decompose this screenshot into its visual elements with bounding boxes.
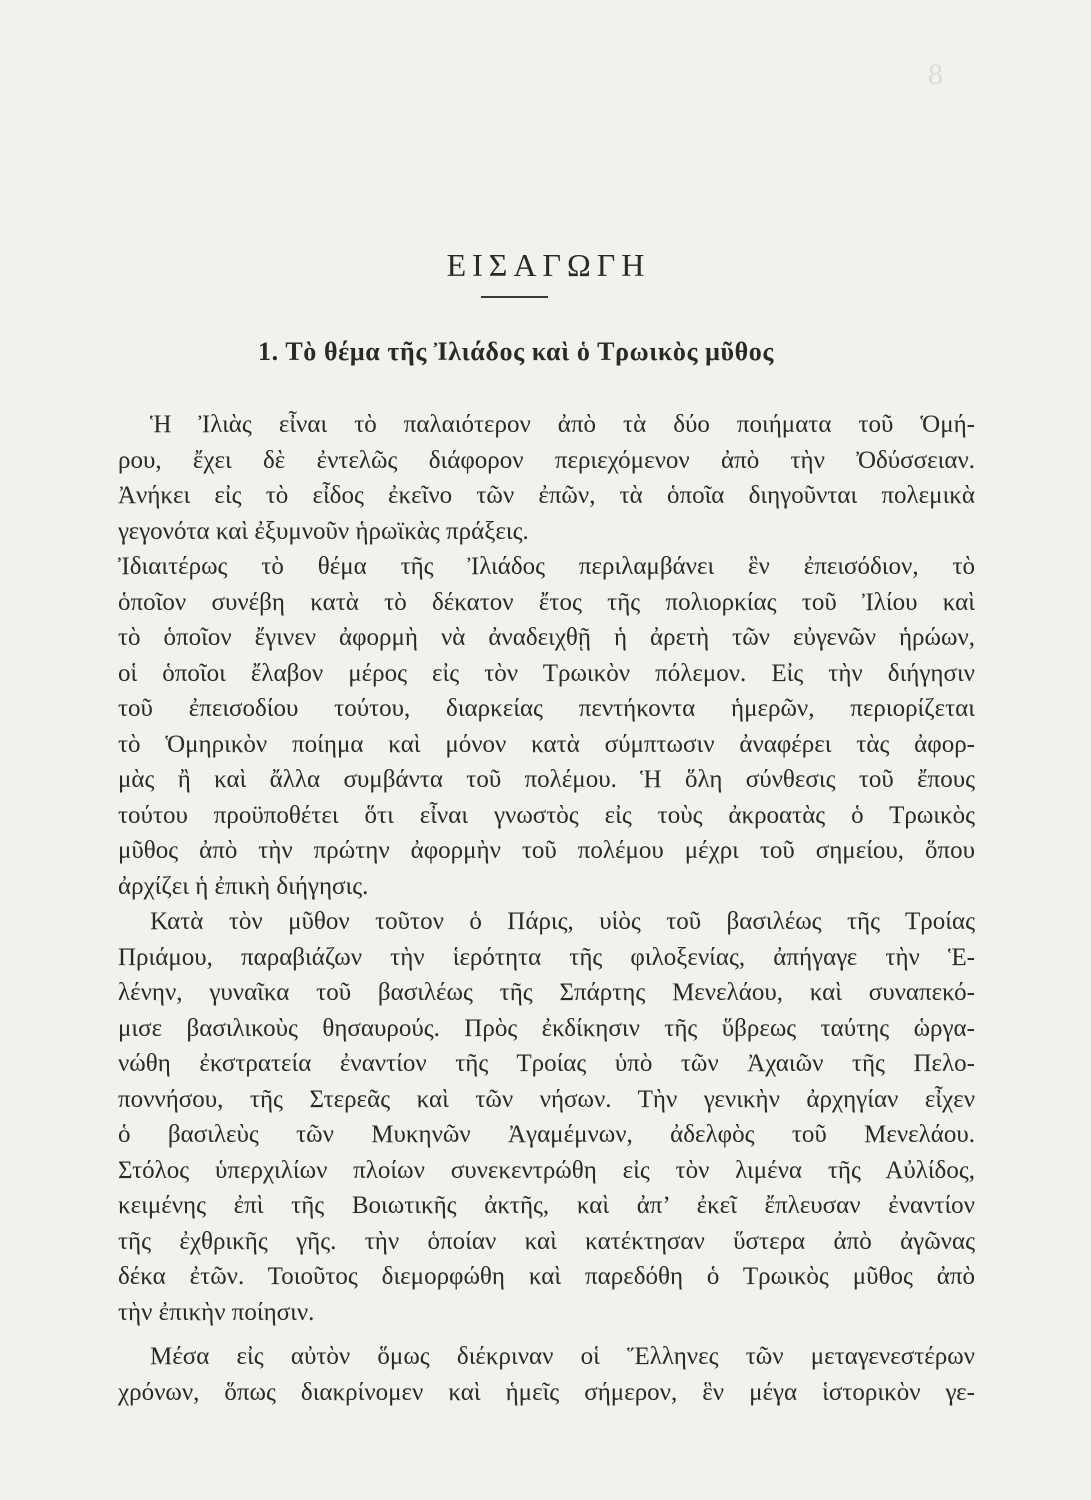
text-line: τὴν ἐπικὴν ποίησιν.	[118, 1298, 315, 1326]
text-line: Πριάμου, παραβιάζων τὴν ἱερότητα τῆς φιλοξενίας, ἀπήγαγε τὴν Ἑ-	[118, 943, 975, 971]
text-line: ὁποῖον συνέβη κατὰ τὸ δέκατον ἔτος τῆς πολιορκίας τοῦ Ἰλίου καὶ	[118, 588, 975, 616]
text-line: τοῦ ἐπεισοδίου τούτου, διαρκείας πεντήκοντα ἡμερῶν, περιορίζεται	[118, 695, 975, 722]
chapter-title: ΕΙΣΑΓΩΓΗ	[446, 247, 651, 283]
section-heading: 1. Τὸ θέμα τῆς Ἰλιάδος καὶ ὁ Τρωικὸς μῦθος	[258, 337, 774, 366]
text-line: τούτου προϋποθέτει ὅτι εἶναι γνωστὸς εἰς τοὺς ἀκροατὰς ὁ Τρωικὸς	[118, 801, 975, 829]
title-underline	[481, 296, 548, 298]
text-line: νώθη ἐκστρατεία ἐναντίον τῆς Τροίας ὑπὸ τῶν Ἀχαιῶν τῆς Πελο-	[118, 1050, 975, 1077]
paragraph-2	[118, 549, 975, 904]
text-line: κειμένης ἐπὶ τῆς Βοιωτικῆς ἀκτῆς, καὶ ἀπ’ ἐκεῖ ἔπλευσαν ἐναντίον	[118, 1192, 975, 1219]
text-line: Μέσα εἰς αὐτὸν ὅμως διέκριναν οἱ Ἕλληνες τῶν μεταγενεστέρων	[150, 1343, 975, 1370]
text-line: μῦθος ἀπὸ τὴν πρώτην ἀφορμὴν τοῦ πολέμου μέχρι τοῦ σημείου, ὅπου	[118, 837, 975, 864]
text-line: δέκα ἐτῶν. Τοιοῦτος διεμορφώθη καὶ παρεδόθη ὁ Τρωικὸς μῦθος ἀπὸ	[118, 1263, 975, 1290]
text-line: ἀρχίζει ἡ ἐπικὴ διήγησις.	[118, 872, 369, 900]
text-line: μισε βασιλικοὺς θησαυρούς. Πρὸς ἐκδίκησιν τῆς ὕβρεως ταύτης ὡργα-	[118, 1014, 975, 1042]
text-line: γεγονότα καὶ ἐξυμνοῦν ἡρωϊκὰς πράξεις.	[118, 517, 529, 545]
text-line: τῆς ἐχθρικῆς γῆς. τὴν ὁποίαν καὶ κατέκτησαν ὕστερα ἀπὸ ἀγῶνας	[118, 1227, 975, 1255]
text-line: χρόνων, ὅπως διακρίνομεν καὶ ἡμεῖς σήμερον, ἓν μέγα ἱστορικὸν γε-	[118, 1378, 975, 1406]
body-text	[118, 407, 975, 1410]
text-line: Ἡ Ἰλιὰς εἶναι τὸ παλαιότερον ἀπὸ τὰ δύο ποιήματα τοῦ Ὁμή-	[150, 411, 975, 438]
paragraph-3	[118, 904, 975, 1330]
text-line: τὸ Ὁμηρικὸν ποίημα καὶ μόνον κατὰ σύμπτωσιν ἀναφέρει τὰς ἀφορ-	[118, 730, 975, 758]
page-number: 8	[928, 58, 943, 91]
text-line: Ἀνήκει εἰς τὸ εἶδος ἐκεῖνο τῶν ἐπῶν, τὰ ὁποῖα διηγοῦνται πολεμικὰ	[118, 482, 975, 509]
text-line: ποννήσου, τῆς Στερεᾶς καὶ τῶν νήσων. Τὴν γενικὴν ἀρχηγίαν εἶχεν	[118, 1085, 975, 1113]
text-line: Ἰδιαιτέρως τὸ θέμα τῆς Ἰλιάδος περιλαμβάνει ἓν ἐπεισόδιον, τὸ	[118, 553, 975, 580]
text-line: μὰς ἢ καὶ ἄλλα συμβάντα τοῦ πολέμου. Ἡ ὅλη σύνθεσις τοῦ ἔπους	[118, 766, 975, 793]
text-line: λένην, γυναῖκα τοῦ βασιλέως τῆς Σπάρτης Μενελάου, καὶ συναπεκό-	[118, 979, 975, 1006]
text-line: ρου, ἔχει δὲ ἐντελῶς διάφορον περιεχόμενον ἀπὸ τὴν Ὀδύσσειαν.	[118, 446, 975, 474]
text-line: τὸ ὁποῖον ἔγινεν ἀφορμὴ νὰ ἀναδειχθῇ ἡ ἀρετὴ τῶν εὐγενῶν ἡρώων,	[118, 624, 975, 651]
text-line: Στόλος ὑπερχιλίων πλοίων συνεκεντρώθη εἰς τὸν λιμένα τῆς Αὐλίδος,	[118, 1156, 975, 1184]
text-line: οἱ ὁποῖοι ἔλαβον μέρος εἰς τὸν Τρωικὸν πόλεμον. Εἰς τὴν διήγησιν	[118, 659, 975, 687]
paragraph-4	[118, 1339, 975, 1410]
text-line: ὁ βασιλεὺς τῶν Μυκηνῶν Ἀγαμέμνων, ἀδελφὸς τοῦ Μενελάου.	[118, 1121, 975, 1148]
text-line: Κατὰ τὸν μῦθον τοῦτον ὁ Πάρις, υἱὸς τοῦ βασιλέως τῆς Τροίας	[150, 908, 975, 935]
paragraph-1	[118, 407, 975, 549]
